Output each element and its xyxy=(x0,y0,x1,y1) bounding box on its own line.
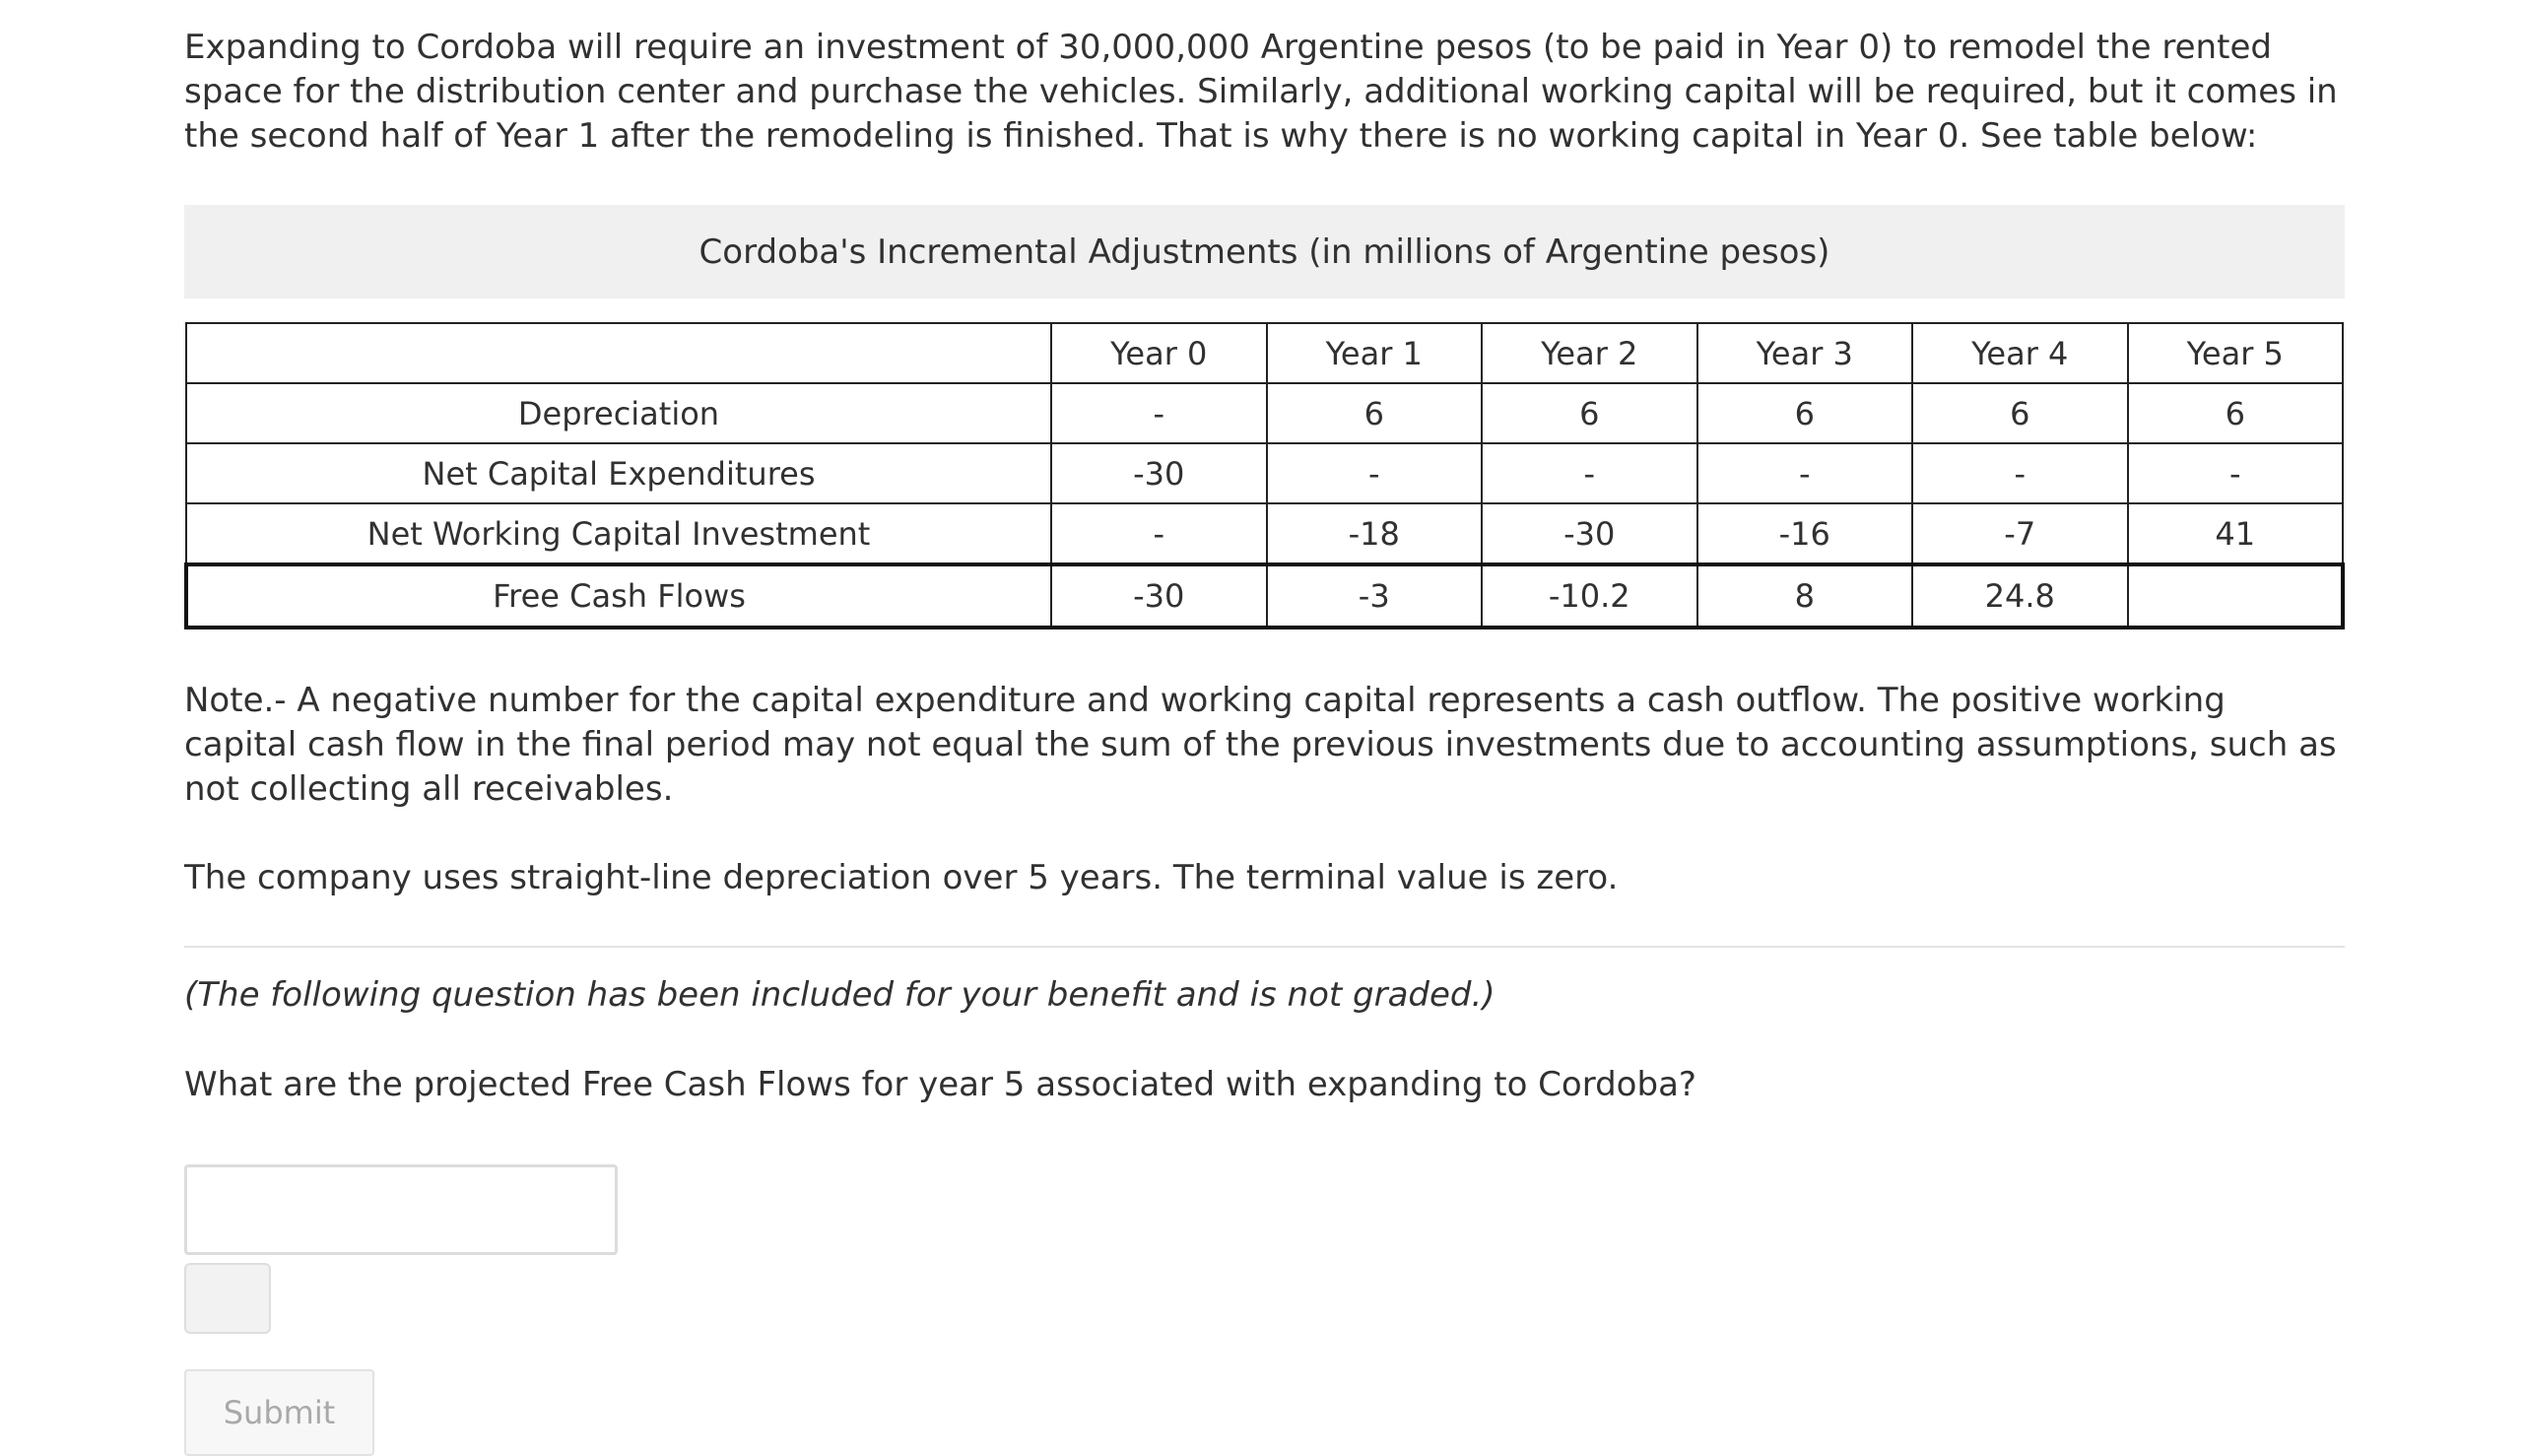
table-cell: -30 xyxy=(1482,503,1697,564)
year-header: Year 4 xyxy=(1912,323,2128,383)
ungraded-disclaimer: (The following question has been included for your benefit and is not graded.) xyxy=(184,975,1496,1015)
table-cell: 24.8 xyxy=(1912,564,2128,628)
table-caption xyxy=(184,205,2345,298)
table-cell: -30 xyxy=(1051,443,1267,503)
row-label: Free Cash Flows xyxy=(186,564,1051,628)
table-cell: - xyxy=(1482,443,1697,503)
year-header: Year 3 xyxy=(1697,323,1913,383)
table-cell: -10.2 xyxy=(1482,564,1697,628)
table-cell: - xyxy=(1267,443,1483,503)
table-caption-text: Cordoba's Incremental Adjustments (in millions of Argentine pesos) xyxy=(698,232,1830,272)
cash-flow-table xyxy=(184,322,2345,629)
answer-status-box xyxy=(184,1263,271,1334)
row-label: Net Working Capital Investment xyxy=(186,503,1051,564)
table-row-free-cash-flows xyxy=(186,564,2343,628)
answer-input[interactable] xyxy=(184,1164,618,1255)
year-header: Year 2 xyxy=(1482,323,1697,383)
table-cell: -18 xyxy=(1267,503,1483,564)
table-cell: 8 xyxy=(1697,564,1913,628)
table-cell: 6 xyxy=(1912,383,2128,443)
table-cell: 41 xyxy=(2128,503,2344,564)
table-header-row xyxy=(186,323,2343,383)
table-row-net-capital-expenditures xyxy=(186,443,2343,503)
depreciation-paragraph: The company uses straight-line depreciation over 5 years. The terminal value is zero. xyxy=(184,858,1619,897)
table-cell: - xyxy=(2128,443,2344,503)
submit-button[interactable]: Submit xyxy=(184,1369,374,1456)
table-cell xyxy=(2128,564,2344,628)
table-cell: 6 xyxy=(1697,383,1913,443)
table-row-depreciation xyxy=(186,383,2343,443)
year-header: Year 1 xyxy=(1267,323,1483,383)
table-cell: -16 xyxy=(1697,503,1913,564)
table-cell: 6 xyxy=(1482,383,1697,443)
table-cell: - xyxy=(1051,503,1267,564)
table-cell: -3 xyxy=(1267,564,1483,628)
year-header: Year 0 xyxy=(1051,323,1267,383)
section-divider xyxy=(184,946,2345,948)
table-cell: 6 xyxy=(1267,383,1483,443)
row-label: Net Capital Expenditures xyxy=(186,443,1051,503)
table-cell: - xyxy=(1697,443,1913,503)
table-cell: - xyxy=(1051,383,1267,443)
year-header: Year 5 xyxy=(2128,323,2344,383)
problem-content xyxy=(184,26,2345,1456)
table-row-net-working-capital xyxy=(186,503,2343,564)
note-paragraph: Note.- A negative number for the capital expenditure and working capital represents a cash outflow. The positive working capital cash flow in the final period may not equal the sum of the previous investments due to accounting assumptions, such as not collecting all receivables. xyxy=(184,681,2337,809)
row-label: Depreciation xyxy=(186,383,1051,443)
table-corner-cell xyxy=(186,323,1051,383)
intro-paragraph: Expanding to Cordoba will require an investment of 30,000,000 Argentine pesos (to be paid in Year 0) to remodel the rented space for the distribution center and purchase the vehicles. Similarly, additional working capital will be required, but it comes in the second half of Year 1 after the remodeling is finished. That is why there is no working capital in Year 0. See table below: xyxy=(184,28,2338,156)
table-cell: -7 xyxy=(1912,503,2128,564)
question-prompt: What are the projected Free Cash Flows for year 5 associated with expanding to Cordoba? xyxy=(184,1065,1696,1104)
table-cell: 6 xyxy=(2128,383,2344,443)
table-cell: - xyxy=(1912,443,2128,503)
table-cell: -30 xyxy=(1051,564,1267,628)
